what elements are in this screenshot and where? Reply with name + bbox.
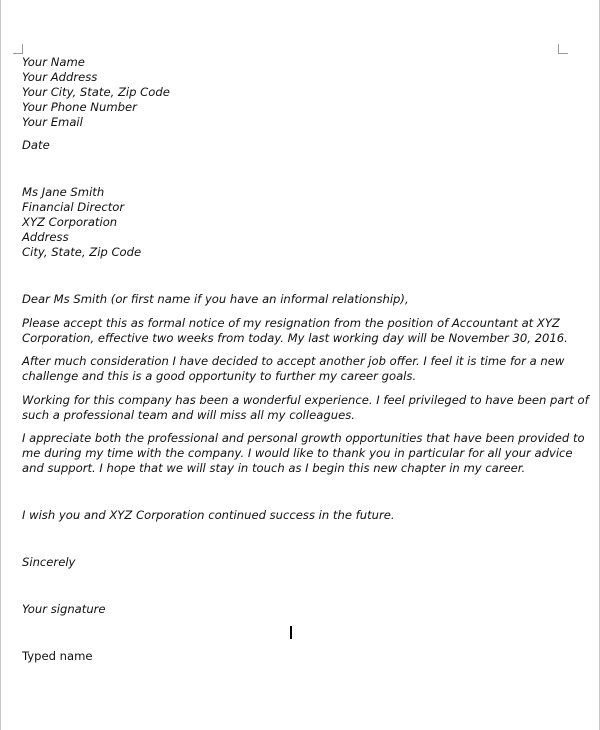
recipient-city-state-zip: City, State, Zip Code [22, 245, 142, 259]
recipient-title: Financial Director [22, 200, 125, 214]
paragraph-notice: Please accept this as formal notice of my resignation from the position of Accountant at XYZ Corporation, effective two weeks from today. My last working day will be November 30, 2016. [22, 316, 568, 345]
sender-city-state-zip: Your City, State, Zip Code [22, 85, 170, 99]
sign-off: Sincerely [22, 555, 76, 569]
sender-phone: Your Phone Number [22, 100, 137, 114]
salutation: Dear Ms Smith (or first name if you have an informal relationship), [22, 292, 409, 306]
letter-date: Date [22, 138, 50, 152]
typed-name: Typed name [22, 649, 93, 663]
recipient-company: XYZ Corporation [22, 215, 118, 229]
closing-wish: I wish you and XYZ Corporation continued success in the future. [22, 508, 395, 522]
recipient-address: Address [22, 230, 69, 244]
paragraph-appreciation: I appreciate both the professional and personal growth opportunities that have been provided to me during my time with the company. I would like to thank you in particular for all your advice and support. I hope that we will stay in touch as I begin this new chapter in my career. [22, 431, 585, 475]
sender-address: Your Address [22, 70, 98, 84]
paragraph-experience: Working for this company has been a wonderful experience. I feel privileged to have been part of such a professional team and will miss all my colleagues. [22, 393, 589, 422]
paragraph-reason: After much consideration I have decided to accept another job offer. I feel it is time for a new challenge and this is a good opportunity to further my career goals. [22, 354, 565, 383]
signature-line: Your signature [22, 602, 106, 616]
recipient-name: Ms Jane Smith [22, 185, 105, 199]
text-cursor [290, 626, 292, 639]
sender-name: Your Name [22, 55, 85, 69]
top-right-margin-marker [558, 44, 568, 54]
sender-email: Your Email [22, 115, 83, 129]
top-left-margin-marker [13, 44, 23, 54]
